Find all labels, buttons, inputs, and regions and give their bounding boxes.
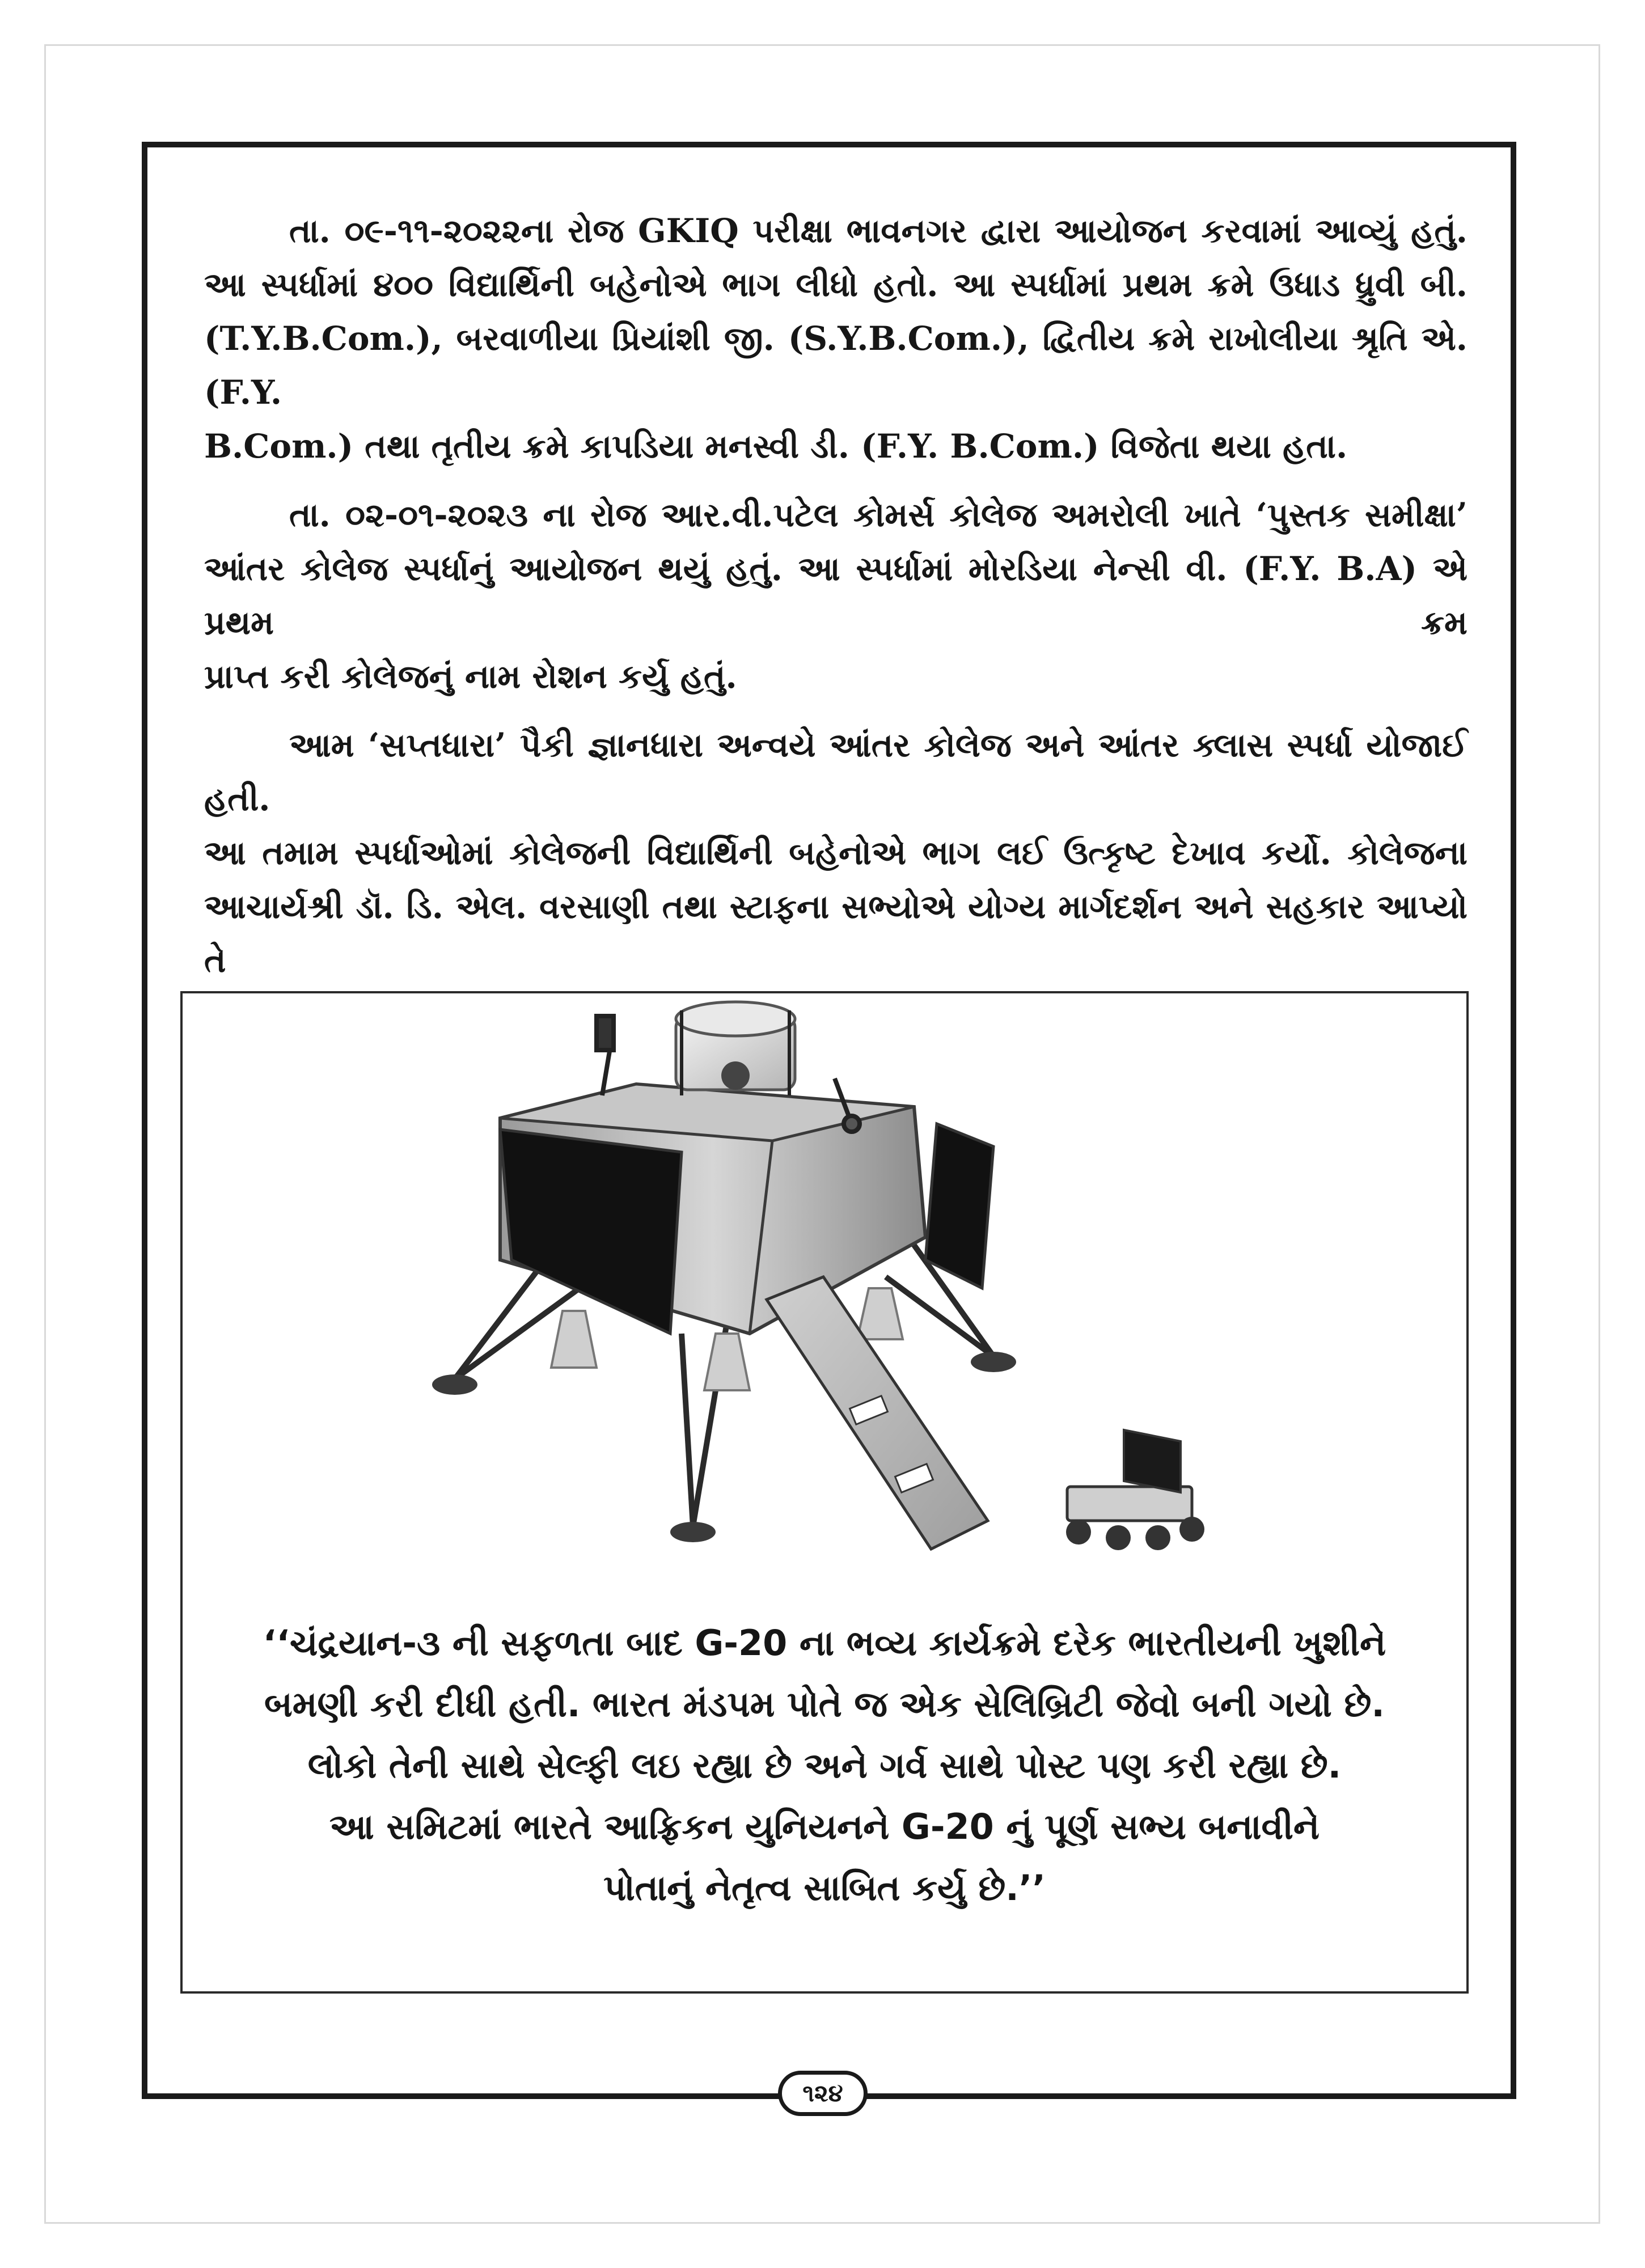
- quote-block: [183, 1613, 1466, 1919]
- text-line: B.Com.) તથા તૃતીય ક્રમે કાપડિયા મનસ્વી ડી. (F.Y. B.Com.) વિજેતા થયા હતા.: [204, 427, 1348, 466]
- page-number: ૧૨૪: [778, 2071, 868, 2116]
- solar-panel-left: [500, 1129, 682, 1334]
- quote-line: બમણી કરી દીધી હતી. ભારત મંડપમ પોતે જ એક સેલિબ્રિટી જેવો બની ગયો છે.: [264, 1683, 1385, 1725]
- paragraph-gkiq: [204, 204, 1468, 473]
- text-line: આ તમામ સ્પર્ધાઓમાં કોલેજની વિદ્યાર્થિની બહેનોએ ભાગ લઈ ઉત્કૃષ્ટ દેખાવ કર્યો. કોલેજના: [204, 833, 1468, 872]
- text-line: પ્રાપ્ત કરી કોલેજનું નામ રોશન કર્યુ હતું.: [204, 657, 737, 696]
- paragraph-book-review: [204, 488, 1468, 704]
- text-line: આચાર્યશ્રી ડૉ. ડિ. એલ. વરસાણી તથા સ્ટાફના સભ્યોએ યોગ્ય માર્ગદર્શન અને સહકાર આપ્યો તે: [204, 887, 1468, 980]
- body-text: [204, 204, 1468, 1056]
- text-line: તા. ૦૯-૧૧-૨૦૨૨ના રોજ GKIQ પરીક્ષા ભાવનગર દ્વારા આયોજન કરવામાં આવ્યું હતું.: [289, 211, 1468, 250]
- pragyan-rover: [1066, 1430, 1204, 1550]
- text-line: આ સ્પર્ધામાં ૪૦૦ વિદ્યાર્થિની બહેનોએ ભાગ લીધો હતો. આ સ્પર્ધામાં પ્રથમ ક્રમે ઉધાડ ધ્રુવી બી.: [204, 265, 1468, 304]
- text-line: તા. ૦૨-૦૧-૨૦૨૩ ના રોજ આર.વી.પટેલ કોમર્સ કોલેજ અમરોલી ખાતે ‘પુસ્તક સમીક્ષા’: [289, 496, 1468, 534]
- quote-line: પોતાનું નેતૃત્વ સાબિત કર્યુ છે.’’: [603, 1867, 1046, 1909]
- quote-line: લોકો તેની સાથે સેલ્ફી લઇ રહ્યા છે અને ગર્વ સાથે પોસ્ટ પણ કરી રહ્યા છે.: [307, 1745, 1342, 1786]
- figure-box: [180, 991, 1469, 1994]
- text-line: આંતર કોલેજ સ્પર્ધાનું આયોજન થયું હતું. આ સ્પર્ધામાં મોરડિયા નેન્સી વી. (F.Y. B.A) એ પ્રથમ ક્રમ: [204, 549, 1468, 642]
- chandrayaan-lander-illustration: [183, 993, 1466, 1617]
- quote-line: આ સમિટમાં ભારતે આફ્રિકન યુનિયનને G-20 નું પૂર્ણ સભ્ય બનાવીને: [329, 1806, 1320, 1847]
- text-line: આમ ‘સપ્તધારા’ પૈકી જ્ઞાનધારા અન્વયે આંતર કોલેજ અને આંતર ક્લાસ સ્પર્ધા યોજાઈ હતી.: [204, 726, 1468, 818]
- quote-line: ‘‘ચંદ્રયાન-૩ ની સફળતા બાદ G-20 ના ભવ્ય કાર્યક્રમે દરેક ભારતીયની ખુશીને: [263, 1622, 1386, 1664]
- top-dome: [676, 1002, 795, 1095]
- text-line: (T.Y.B.Com.), બરવાળીયા પ્રિયાંશી જી. (S.Y.B.Com.), દ્વિતીય ક્રમે રાખોલીયા શ્રૃતિ એ. (F.Y.: [204, 319, 1468, 412]
- solar-panel-right: [925, 1124, 993, 1288]
